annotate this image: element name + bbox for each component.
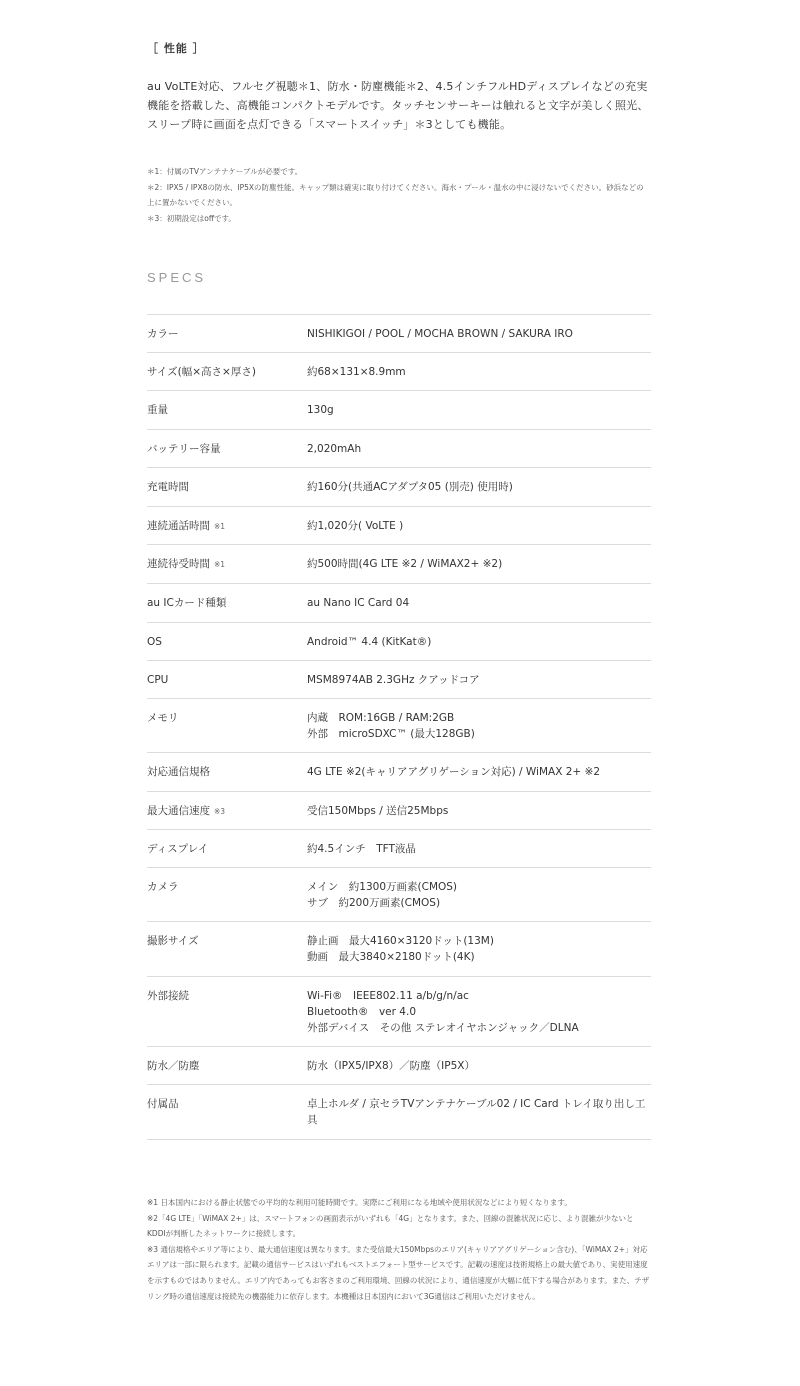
spec-value [307,879,651,921]
spec-value-line: NISHIKIGOI / POOL / MOCHA BROWN / SAKURA IRO [307,328,573,340]
spec-value-line: 内蔵 ROM:16GB / RAM:2GB [307,712,455,724]
spec-value [307,518,651,544]
spec-value-line: 動画 最大3840×2180ドット(4K) [307,951,475,963]
spec-label-text: 防水／防塵 [147,1060,200,1072]
spec-value-line: 外部 microSDXC™ (最大128GB) [307,728,475,740]
footnote: ※3 通信規格やエリア等により、最大通信速度は異なります。また受信最大150Mbpsのエリア(キャリアアグリゲーション含む)、「WiMAX 2+」対応エリアは一部に限られます。記載の通信サービスはいずれもベストエフォート型サービスです。記載の速度は技術規格上の最大値であり、実使用速度を示すものではありません。エリア内であってもお客さまのご利用環境、回線の状況により、通信速度が大幅に低下する場合があります。また、テザリング時の通信速度は接続先の機器能力に依存します。本機種は日本国内において3G通信はご利用いただけません。 [147,1244,650,1301]
spec-label-text: カメラ [147,881,179,893]
footnotes [147,1195,651,1304]
spec-row [147,922,651,977]
spec-value-line: メイン 約1300万画素(CMOS) [307,881,458,893]
spec-row [147,507,651,545]
spec-row [147,699,651,753]
spec-label [147,1058,307,1084]
spec-value [307,764,651,791]
spec-value [307,710,651,752]
performance-heading: ［ 性能 ］ [147,42,205,55]
spec-value-line: 外部デバイス その他 ステレオイヤホンジャック／DLNA [307,1022,579,1034]
spec-value [307,326,651,352]
spec-value-line: MSM8974AB 2.3GHz クアッドコア [307,674,480,686]
spec-label-text: 付属品 [147,1098,179,1110]
spec-value [307,933,651,976]
spec-value-line: サブ 約200万画素(CMOS) [307,897,441,909]
spec-value-line: 130g [307,404,334,416]
spec-label-text: 撮影サイズ [147,935,199,947]
spec-label [147,326,307,352]
spec-value-line: 約500時間(4G LTE ※2 / WiMAX2+ ※2) [307,558,503,570]
spec-value-line: Android™ 4.4 (KitKat®) [307,636,432,648]
spec-label [147,556,307,583]
performance-note: ＊2：IPX5 / IPX8の防水、IP5Xの防塵性能。キャップ類は確実に取り付けてください。海水・プール・温水の中に浸けないでください。砂浜などの上に置かないでください。 [147,182,644,207]
spec-label [147,518,307,544]
spec-label-note-mark: ※3 [214,807,226,816]
spec-value-line: 防水（IPX5/IPX8）／防塵（IP5X） [307,1060,475,1072]
spec-value [307,803,651,829]
spec-value-line: 受信150Mbps / 送信25Mbps [307,805,449,817]
footnote: ※1 日本国内における静止状態での平均的な利用可能時間です。実際にご利用になる地域や使用状況などにより短くなります。 [147,1198,572,1207]
spec-label-note-mark: ※1 [214,522,226,531]
spec-label-text: au ICカード種類 [147,597,227,609]
spec-label [147,595,307,622]
spec-label-text: ディスプレイ [147,843,209,855]
spec-value-line: 静止画 最大4160×3120ドット(13M) [307,935,494,947]
spec-table [147,314,651,1140]
spec-value [307,595,651,622]
spec-label-text: メモリ [147,712,179,724]
spec-label-text: 重量 [147,404,168,416]
spec-value-line: 2,020mAh [307,443,362,455]
spec-label [147,441,307,467]
spec-label-text: CPU [147,674,169,686]
spec-label-text: バッテリー容量 [147,443,221,455]
spec-row [147,315,651,353]
spec-value [307,364,651,390]
spec-value-line: 約4.5インチ TFT液晶 [307,843,416,855]
spec-row [147,545,651,584]
spec-row [147,623,651,661]
spec-label [147,803,307,829]
spec-label-text: 充電時間 [147,481,189,493]
spec-label-text: 対応通信規格 [147,766,210,778]
spec-label [147,1096,307,1139]
spec-value-line: 4G LTE ※2(キャリアアグリゲーション対応) / WiMAX 2+ ※2 [307,766,601,778]
spec-row [147,430,651,468]
spec-value [307,402,651,429]
spec-row [147,661,651,699]
spec-value-line: Wi-Fi® IEEE802.11 a/b/g/n/ac [307,990,469,1002]
spec-value-line: au Nano IC Card 04 [307,597,410,609]
spec-label [147,988,307,1046]
spec-label [147,672,307,698]
spec-label [147,479,307,506]
spec-label-text: サイズ(幅×高さ×厚さ) [147,366,256,378]
spec-row [147,753,651,792]
spec-value [307,556,651,583]
spec-value [307,634,651,660]
performance-note: ＊1：付属のTVアンテナケーブルが必要です。 [147,167,303,176]
spec-row [147,792,651,830]
spec-row [147,1047,651,1085]
spec-value [307,1096,651,1139]
spec-row [147,584,651,623]
spec-label [147,634,307,660]
spec-label-text: 連続待受時間 [147,558,210,570]
spec-label [147,710,307,752]
spec-label-text: カラー [147,328,179,340]
spec-label-text: OS [147,636,162,648]
performance-note: ＊3：初期設定はoffです。 [147,213,236,223]
spec-label-text: 連続通話時間 [147,520,210,532]
spec-label [147,841,307,867]
spec-label [147,402,307,429]
spec-value [307,988,651,1046]
spec-label [147,933,307,976]
performance-notes [147,164,651,226]
spec-label-text: 外部接続 [147,990,189,1002]
spec-label-text: 最大通信速度 [147,805,210,817]
spec-value [307,841,651,867]
performance-description: au VoLTE対応、フルセグ視聴＊1、防水・防塵機能＊2、4.5インチフルHDディスプレイなどの充実機能を搭載した、高機能コンパクトモデルです。タッチセンサーキーは触れると文字が美しく照光、スリープ時に画面を点灯できる「スマートスイッチ」＊3としても機能。 [147,80,649,131]
spec-label-note-mark: ※1 [214,560,226,569]
spec-value-line: 約160分(共通ACアダプタ05 (別売) 使用時) [307,481,513,493]
spec-row [147,353,651,391]
spec-value-line: Bluetooth® ver 4.0 [307,1006,416,1018]
spec-row [147,868,651,922]
spec-row [147,1085,651,1140]
footnote: ※2「4G LTE」「WiMAX 2+」は、スマートフォンの画面表示がいずれも「4G」となります。また、回線の混雑状況に応じ、より混雑が少ないとKDDIが判断したネットワークに接続します。 [147,1213,634,1239]
spec-row [147,468,651,507]
spec-label [147,879,307,921]
spec-value-line: 約1,020分( VoLTE ) [307,520,404,532]
spec-label [147,364,307,390]
spec-label [147,764,307,791]
spec-row [147,391,651,430]
spec-value-line: 約68×131×8.9mm [307,366,406,378]
spec-value [307,672,651,698]
specs-title: SPECS [147,270,207,285]
spec-value-line: 卓上ホルダ / 京セラTVアンテナケーブル02 / IC Card トレイ取り出し工具 [307,1098,646,1126]
spec-row [147,977,651,1047]
spec-value [307,479,651,506]
spec-row [147,830,651,868]
spec-value [307,1058,651,1084]
spec-value [307,441,651,467]
